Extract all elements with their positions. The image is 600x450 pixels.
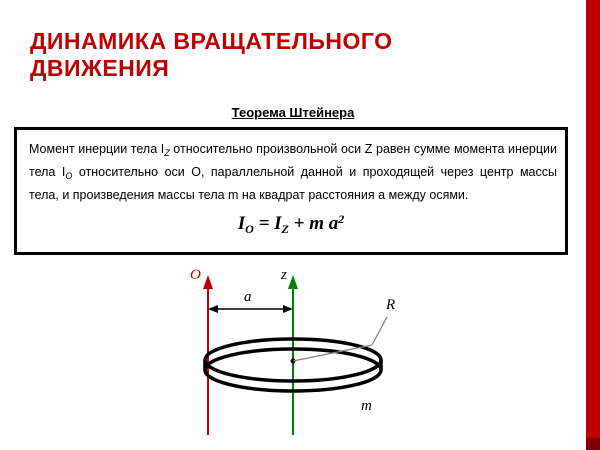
distance-a-arrow xyxy=(208,305,293,313)
theorem-line2-sub: O xyxy=(65,171,73,181)
formula-plus: + m a xyxy=(288,213,339,234)
theorem-box xyxy=(14,127,568,255)
theorem-line4: квадрат расстояния a между осями. xyxy=(259,188,469,202)
formula-lhs-sub: O xyxy=(245,222,254,236)
label-axis-z: z xyxy=(281,267,287,283)
theorem-line3: проходящей через центр массы тела, и произведения массы тела m на xyxy=(29,165,557,202)
formula-rhs-sub: Z xyxy=(281,222,289,236)
label-radius-r: R xyxy=(386,297,396,313)
label-distance-a: a xyxy=(244,289,252,305)
formula-eq: = I xyxy=(253,213,282,234)
label-axis-o: O xyxy=(190,267,201,283)
label-mass-m: m xyxy=(361,398,372,414)
page-title: ДИНАМИКА ВРАЩАТЕЛЬНОГО ДВИЖЕНИЯ xyxy=(30,28,393,81)
theorem-line1-a: Момент инерции тела I xyxy=(29,142,165,156)
theorem-line2-b: относительно оси О, параллельной данной и xyxy=(72,165,357,179)
formula-power: 2 xyxy=(338,212,345,226)
theorem-formula xyxy=(17,212,565,237)
right-accent-bar-foot xyxy=(586,438,600,450)
figure-svg xyxy=(150,265,470,440)
right-accent-bar xyxy=(586,0,600,450)
theorem-text xyxy=(29,140,557,205)
section-subtitle: Теорема Штейнера xyxy=(231,105,355,120)
theorem-line2-a: момента инерции тела I xyxy=(29,142,557,179)
theorem-line1-sub: Z xyxy=(164,148,170,158)
theorem-line1-b: относительно произвольной оси Z равен сумме xyxy=(169,142,451,156)
figure-disk-diagram xyxy=(150,265,470,440)
formula-lhs: I xyxy=(237,213,246,234)
